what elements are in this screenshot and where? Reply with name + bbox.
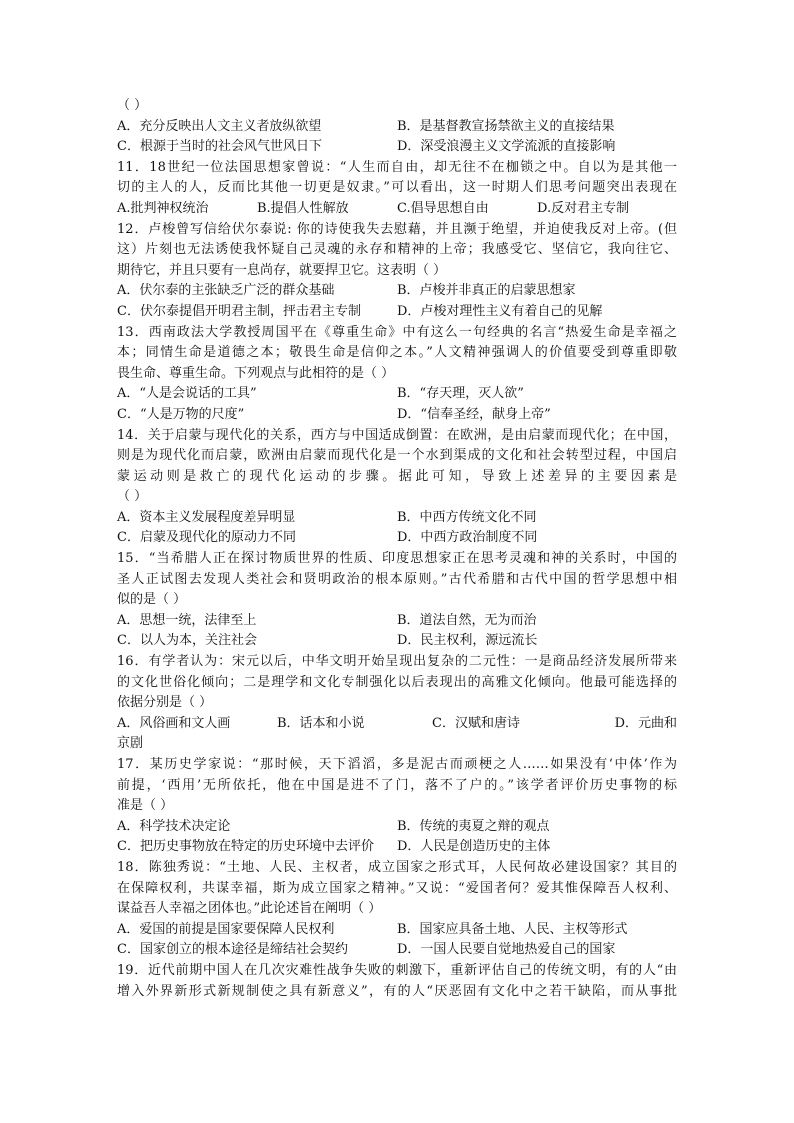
- text-line: 19．近代前期中国人在几次灾难性战争失败的刺激下，重新评估自己的传统文明，有的人“由: [117, 962, 677, 978]
- text-line: 17．某历史学家说：“那时候，天下滔滔，多是泥古而顽梗之人……如果没有‘中体’作为: [117, 757, 677, 772]
- options-row: [117, 920, 677, 941]
- answer-option: B．话本和小说: [277, 715, 365, 731]
- text-line: 似的是（ ）: [117, 592, 187, 608]
- text-line: 圣人正试图去发现人类社会和贤明政治的根本原则。”古代希腊和古代中国的哲学思想中相: [117, 571, 677, 587]
- answer-option: D．深受浪漫主义文学流派的直接影响: [397, 139, 616, 155]
- text-line: 京剧: [117, 736, 144, 752]
- answer-option: D．“信奉圣经，献身上帝”: [397, 406, 551, 422]
- options-row: [117, 817, 677, 838]
- answer-option: D．中西方政治制度不同: [397, 530, 538, 546]
- options-row: [117, 137, 677, 158]
- options-row: [117, 837, 677, 858]
- text-line: （ ）: [117, 98, 148, 113]
- answer-option: C．启蒙及现代化的原动力不同: [117, 530, 296, 546]
- text-line: 18．陈独秀说：“土地、人民、主权者，成立国家之形式耳，人民何故必建设国家？其目的: [117, 859, 677, 875]
- answer-option: A．资本主义发展程度差异明显: [117, 509, 296, 525]
- answer-option: A．伏尔泰的主张缺乏广泛的群众基础: [117, 283, 335, 299]
- answer-option: D．卢梭对理性主义有着自己的见解: [397, 303, 603, 319]
- answer-option: B．中西方传统文化不同: [397, 509, 537, 525]
- text-line: 增入外界新形式新规制使之具有新意义”，有的人“厌恶固有文化中之若干缺陷，而从事批: [117, 983, 677, 999]
- text-line: 切的主人的人，反而比其他一切更是奴隶。”可以看出，这一时期人们思考问题突出表现在: [117, 180, 677, 196]
- answer-option: B．是基督教宣扬禁欲主义的直接结果: [397, 118, 615, 134]
- text-line: 在保障权利，共谋幸福，斯为成立国家之精神。”又说：“爱国者何？爱其惟保障吾人权利、: [117, 880, 677, 896]
- answer-option: B．“存天理，灭人欲”: [397, 386, 524, 402]
- answer-option: C．把历史事物放在特定的历史环境中去评价: [117, 839, 374, 855]
- options-row: [117, 528, 677, 549]
- answer-option: A.批判神权统治: [117, 200, 209, 216]
- answer-option: B．国家应具备土地、人民、主权等形式: [397, 921, 628, 937]
- text-line: （ ）: [117, 489, 148, 505]
- answer-option: C.倡导思想自由: [397, 200, 489, 216]
- options-row: [117, 302, 677, 323]
- options-row: [117, 117, 677, 138]
- answer-option: A．爱国的前提是国家要保障人民权利: [117, 921, 335, 937]
- answer-option: A．充分反映出人文主义者放纵欲望: [117, 118, 322, 134]
- answer-option: B．道法自然，无为而治: [397, 612, 537, 628]
- options-row: [117, 384, 677, 405]
- answer-option: C．以人为本，关注社会: [117, 633, 257, 649]
- answer-option: D．一国人民要自觉地热爱自己的国家: [397, 942, 616, 958]
- options-row: [117, 940, 677, 961]
- answer-option: D．民主权利，源远流长: [397, 633, 538, 649]
- answer-option: A．思想一统，法律至上: [117, 612, 257, 628]
- exam-page: [117, 96, 677, 1002]
- text-line: 13．西南政法大学教授周国平在《尊重生命》中有这么一句经典的名言“热爱生命是幸福之: [117, 324, 677, 340]
- answer-option: D．人民是创造历史的主体: [397, 839, 551, 855]
- options-row: [117, 631, 677, 652]
- text-line: 蒙运动则是救亡的现代化运动的步骤。据此可知，导致上述差异的主要因素是: [117, 468, 677, 484]
- answer-option: C．“人是万物的尺度”: [117, 406, 245, 422]
- text-line: 期待它，并且只要有一息尚存，就要捍卫它。这表明（ ）: [117, 262, 447, 278]
- text-line: 畏生命、尊重生命。下列观点与此相符的是（ ）: [117, 365, 395, 381]
- answer-option: C．根源于当时的社会风气世风日下: [117, 139, 322, 155]
- answer-option: B.提倡人性解放: [257, 200, 349, 216]
- answer-option: D.反对君主专制: [537, 200, 630, 216]
- text-line: 依据分别是（ ）: [117, 695, 213, 711]
- text-line: 前提，‘西用’无所依托，他在中国是进不了门，落不了户的。”该学者评价历史事物的标: [117, 777, 677, 793]
- text-line: 谋益吾人幸福之团体也。”此论述旨在阐明（ ）: [117, 901, 382, 917]
- options-row: [117, 405, 677, 426]
- answer-option: C．汉赋和唐诗: [432, 715, 520, 731]
- options-row: [117, 611, 677, 632]
- answer-option: A．科学技术决定论: [117, 818, 231, 834]
- text-line: 12．卢梭曾写信给伏尔泰说: 你的诗使我失去慰藉，并且濒于绝望，并迫使我反对上帝。(但: [117, 221, 677, 237]
- text-line: 14．关于启蒙与现代化的关系，西方与中国适成倒置：在欧洲，是由启蒙而现代化；在中国，: [117, 427, 677, 443]
- answer-option: D．元曲和: [614, 715, 677, 731]
- options-row: [117, 508, 677, 529]
- options-row: [117, 281, 677, 302]
- answer-option: C．伏尔泰提倡开明君主制，抨击君主专制: [117, 303, 361, 319]
- text-line: 这）片刻也无法诱使我怀疑自己灵魂的永存和精神的上帝；我感受它、坚信它，我向往它、: [117, 242, 677, 258]
- options-row: [117, 714, 677, 735]
- answer-option: A．“人是会说话的工具”: [117, 386, 257, 402]
- answer-option: B．卢梭并非真正的启蒙思想家: [397, 283, 576, 299]
- text-line: 11．18世纪一位法国思想家曾说：“人生而自由，却无往不在枷锁之中。自以为是其他一: [117, 159, 677, 175]
- text-line: 本；同情生命是道德之本；敬畏生命是信仰之本。”人文精神强调人的价值要受到尊重即敬: [117, 345, 677, 361]
- answer-option: C．国家创立的根本途径是缔结社会契约: [117, 942, 348, 958]
- text-line: 15．“当希腊人正在探讨物质世界的性质、印度思想家正在思考灵魂和神的关系时，中国的: [117, 551, 677, 567]
- text-line: 16．有学者认为：宋元以后，中华文明开始呈现出复杂的二元性：一是商品经济发展所带来: [117, 654, 677, 670]
- answer-option: B．传统的夷夏之辩的观点: [397, 818, 550, 834]
- text-line: 的文化世俗化倾向；二是理学和文化专制强化以后表现出的高雅文化倾向。他最可能选择的: [117, 674, 677, 690]
- answer-option: A．风俗画和文人画: [117, 715, 231, 731]
- text-line: 准是（ ）: [117, 798, 174, 814]
- text-line: 则是为现代化而启蒙，欧洲由启蒙而现代化是一个水到渠成的文化和社会转型过程，中国启: [117, 448, 677, 464]
- options-row: [117, 199, 677, 220]
